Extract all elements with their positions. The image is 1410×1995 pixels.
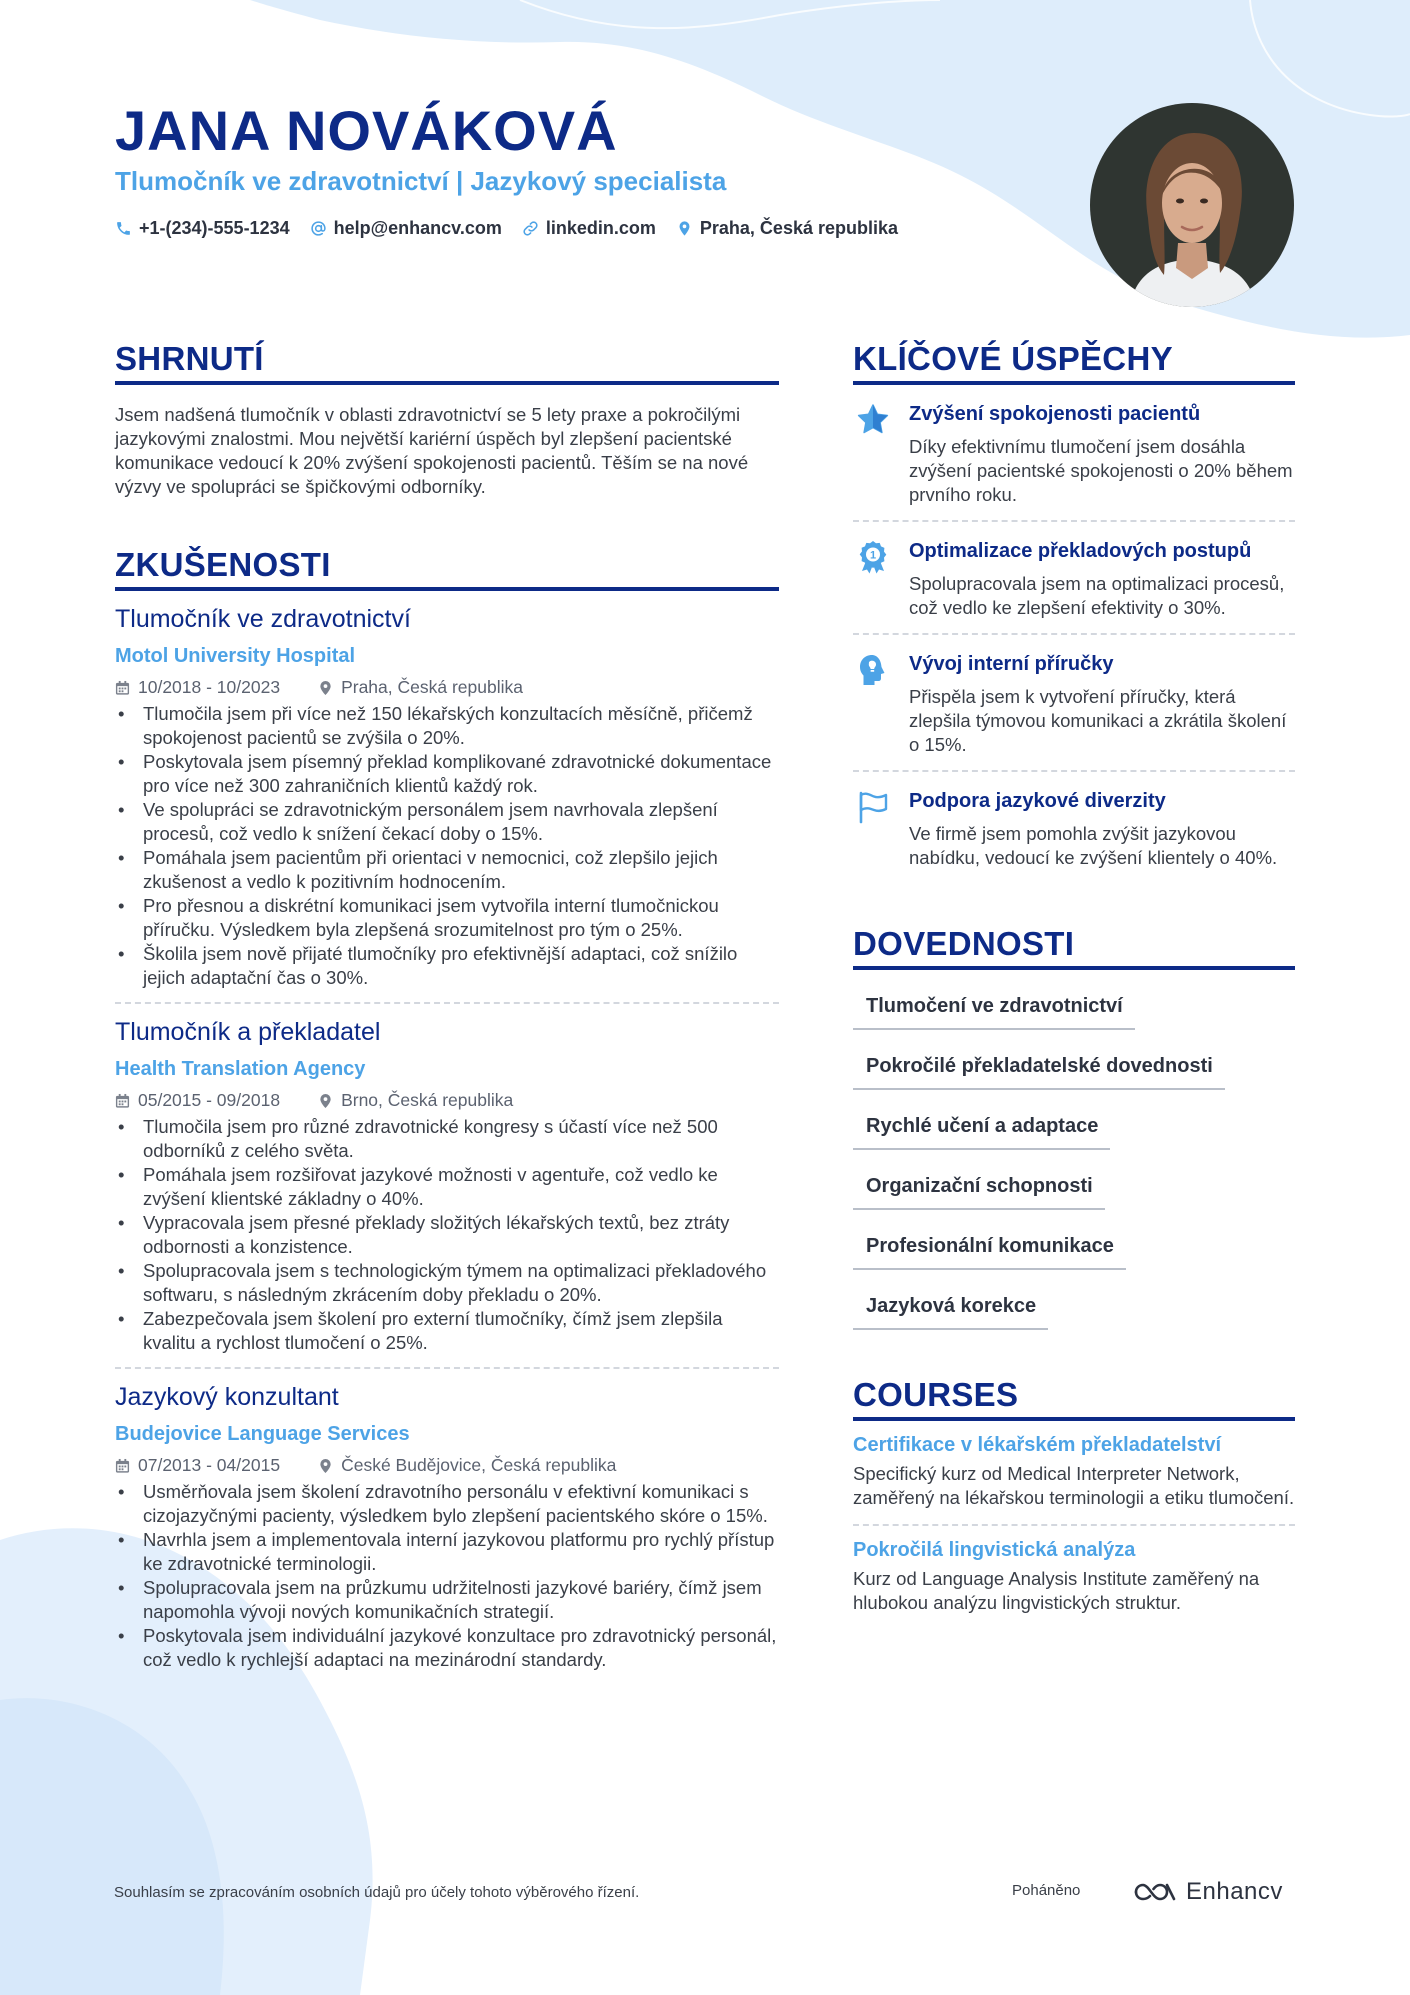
course-desc: Kurz od Language Analysis Institute zaměřený na hlubokou analýzu lingvistických struktur. [853, 1568, 1260, 1613]
course-item [853, 1434, 1295, 1510]
calendar-icon [115, 1093, 130, 1109]
brand-name: Enhancv [1186, 1878, 1283, 1905]
job-bullet: • Poskytovala jsem písemný překlad komplikované zdravotnické dokumentace pro více než 300 zahraničních klientů každý rok. [115, 750, 779, 798]
job-entry [115, 1018, 779, 1369]
consent-text: Souhlasím se zpracováním osobních údajů pro účely tohoto výběrového řízení. [114, 1884, 640, 1901]
skill-tag: Organizační schopnosti [853, 1160, 1105, 1210]
job-title: Tlumočník a překladatel [115, 1018, 381, 1046]
job-bullet: • Navrhla jsem a implementovala interní jazykovou platformu pro rychlý přístup ke zdravotnické terminologii. [115, 1528, 779, 1576]
contact-phone[interactable] [115, 218, 290, 239]
profile-photo [1090, 103, 1294, 307]
job-title: Tlumočník ve zdravotnictví [115, 605, 411, 633]
job-entry [115, 1383, 779, 1672]
link-icon [522, 220, 539, 237]
achievement-desc: Ve firmě jsem pomohla zvýšit jazykovou nabídku, vedoucí ke zvýšení klientely o 40%. [909, 823, 1278, 868]
job-bullets [115, 1115, 779, 1355]
calendar-icon [115, 1458, 130, 1474]
job-location: Brno, Česká republika [341, 1090, 514, 1110]
award-ribbon-icon [853, 537, 893, 577]
divider [115, 1002, 779, 1004]
job-company: Health Translation Agency [115, 1058, 366, 1080]
head-idea-icon [853, 650, 893, 690]
skill-tag: Tlumočení ve zdravotnictví [853, 980, 1135, 1030]
contact-bar [115, 218, 898, 239]
job-bullet: • Pro přesnou a diskrétní komunikaci jsem vytvořila interní tlumočnickou příručku. Výsledkem byla zlepšená srozumitelnost pro tým o 25%. [115, 894, 779, 942]
achievement-desc: Přispěla jsem k vytvoření příručky, která zlepšila týmovou komunikaci a zkrátila školení o 15%. [909, 686, 1287, 755]
job-location: Praha, Česká republika [341, 677, 523, 697]
map-pin-icon [318, 1093, 333, 1109]
linkedin-text: linkedin.com [545, 218, 656, 238]
achievement-item [853, 635, 1295, 770]
skill-tag: Jazyková korekce [853, 1280, 1048, 1330]
skills-heading: DOVEDNOSTI [853, 925, 1295, 970]
summary-heading: SHRNUTÍ [115, 340, 779, 385]
achievement-title: Zvýšení spokojenosti pacientů [909, 403, 1201, 425]
achievement-item [853, 522, 1295, 633]
job-company: Motol University Hospital [115, 645, 356, 667]
achievement-title: Podpora jazykové diverzity [909, 790, 1166, 812]
job-bullets [115, 1480, 779, 1672]
skill-tag: Rychlé učení a adaptace [853, 1100, 1110, 1150]
job-bullet: • Vypracovala jsem přesné překlady složitých lékařských textů, bez ztráty odbornosti a konzistence. [115, 1211, 779, 1259]
achievement-item [853, 385, 1295, 520]
experience-section [115, 546, 779, 1672]
avatar [1090, 103, 1294, 307]
job-meta [115, 1455, 779, 1476]
job-bullet: • Tlumočila jsem pro různé zdravotnické kongresy s účastí více než 500 odborníků z celého světa. [115, 1115, 779, 1163]
achievement-desc: Díky efektivnímu tlumočení jsem dosáhla zvýšení pacientské spokojenosti o 20% během prvního roku. [909, 436, 1293, 505]
experience-heading: ZKUŠENOSTI [115, 546, 779, 591]
summary-section [115, 340, 779, 499]
course-title: Pokročilá lingvistická analýza [853, 1539, 1136, 1561]
map-pin-icon [676, 220, 693, 237]
contact-linkedin[interactable] [522, 218, 656, 239]
map-pin-icon [318, 1458, 333, 1474]
job-bullet: • Poskytovala jsem individuální jazykové konzultace pro zdravotnický personál, což vedlo k rychlejší adaptaci na mezinárodní standardy. [115, 1624, 779, 1672]
job-bullet: • Školila jsem nově přijaté tlumočníky pro efektivnější adaptaci, což snížilo jejich adaptační čas o 30%. [115, 942, 779, 990]
job-company: Budejovice Language Services [115, 1423, 410, 1445]
candidate-name: JANA NOVÁKOVÁ [115, 99, 618, 162]
phone-text: +1-(234)-555-1234 [139, 218, 290, 238]
map-pin-icon [318, 680, 333, 696]
job-bullet: • Tlumočila jsem při více než 150 lékařských konzultacích měsíčně, přičemž spokojenost pacientů se zvýšila o 20%. [115, 702, 779, 750]
achievement-title: Vývoj interní příručky [909, 653, 1114, 675]
email-text: help@enhancv.com [333, 218, 502, 238]
job-meta [115, 1090, 779, 1111]
job-location: České Budějovice, Česká republika [341, 1455, 617, 1475]
skills-section [853, 925, 1295, 1330]
divider [853, 1524, 1295, 1526]
powered-by-label: Poháněno [1012, 1882, 1081, 1899]
job-bullet: • Ve spolupráci se zdravotnickým personálem jsem navrhovala zlepšení procesů, což vedlo k snížení čekací doby o 15%. [115, 798, 779, 846]
course-title: Certifikace v lékařském překladatelství [853, 1434, 1221, 1456]
skill-tag: Pokročilé překladatelské dovednosti [853, 1040, 1225, 1090]
achievement-title: Optimalizace překladových postupů [909, 540, 1252, 562]
course-item [853, 1539, 1295, 1615]
contact-location [676, 218, 898, 239]
summary-text: Jsem nadšená tlumočník v oblasti zdravotnictví se 5 lety praxe a pokročilými jazykovými znalostmi. Mou největší kariérní úspěch byl zlepšení pacientské komunikace vedoucí k 20% zvýšení spokojenosti pacientů. Těším se na nové výzvy ve spolupráci se špičkovými odborníky. [115, 404, 749, 497]
job-bullet: • Zabezpečovala jsem školení pro externí tlumočníky, čímž jsem zlepšila kvalitu a rychlost tlumočení o 25%. [115, 1307, 779, 1355]
infinity-logo-icon [1132, 1880, 1178, 1904]
job-bullets [115, 702, 779, 990]
contact-email[interactable] [310, 218, 502, 239]
job-bullet: • Pomáhala jsem pacientům při orientaci v nemocnici, což zlepšilo jejich zkušenost a vedlo k pozitivním hodnocením. [115, 846, 779, 894]
job-dates: 05/2015 - 09/2018 [138, 1090, 281, 1110]
flag-icon [853, 787, 893, 827]
at-sign-icon [310, 220, 327, 237]
right-column [853, 340, 1295, 1615]
candidate-headline: Tlumočník ve zdravotnictví | Jazykový specialista [115, 166, 727, 196]
course-desc: Specifický kurz od Medical Interpreter Network, zaměřený na lékařskou terminologii a etiku tlumočení. [853, 1463, 1295, 1508]
courses-heading: COURSES [853, 1376, 1295, 1421]
job-bullet: • Spolupracovala jsem s technologickým týmem na optimalizaci překladového softwaru, s následným zkrácením doby překladu o 20%. [115, 1259, 779, 1307]
star-icon [853, 400, 893, 440]
svg-text:1: 1 [869, 549, 877, 562]
job-entry [115, 605, 779, 1004]
job-title: Jazykový konzultant [115, 1383, 339, 1411]
job-meta [115, 677, 779, 698]
enhancv-logo[interactable] [1132, 1878, 1283, 1906]
courses-section [853, 1376, 1295, 1615]
achievements-section [853, 340, 1295, 883]
achievements-heading: KLÍČOVÉ ÚSPĚCHY [853, 340, 1295, 385]
achievement-item [853, 772, 1295, 883]
left-column [115, 340, 779, 1672]
skill-tag: Profesionální komunikace [853, 1220, 1126, 1270]
achievement-desc: Spolupracovala jsem na optimalizaci procesů, což vedlo ke zlepšení efektivity o 30%. [909, 573, 1285, 618]
job-bullet: • Spolupracovala jsem na průzkumu udržitelnosti jazykové bariéry, čímž jsem napomohla vývoji nových komunikačních strategií. [115, 1576, 779, 1624]
job-bullet: • Usměrňovala jsem školení zdravotního personálu v efektivní komunikaci s cizojazyčnými pacienty, výsledkem bylo zlepšení pacientského skóre o 15%. [115, 1480, 779, 1528]
location-text: Praha, Česká republika [699, 218, 899, 238]
phone-icon [115, 220, 132, 237]
job-bullet: • Pomáhala jsem rozšiřovat jazykové možnosti v agentuře, což vedlo ke zvýšení klientské základny o 40%. [115, 1163, 779, 1211]
job-dates: 07/2013 - 04/2015 [138, 1455, 281, 1475]
divider [115, 1367, 779, 1369]
job-dates: 10/2018 - 10/2023 [138, 677, 281, 697]
calendar-icon [115, 680, 130, 696]
